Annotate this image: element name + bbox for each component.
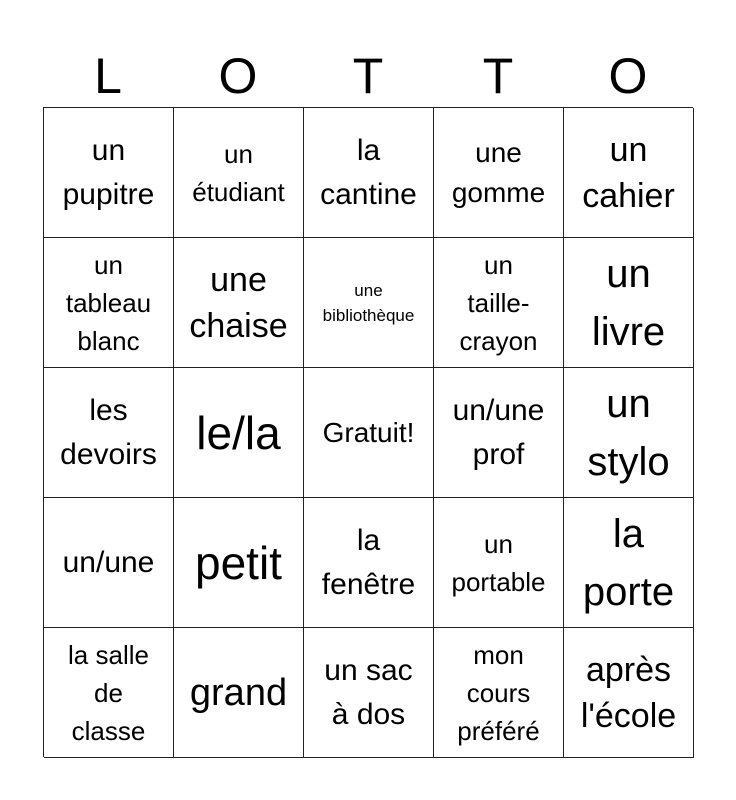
bingo-cell[interactable]: un étudiant <box>174 108 304 238</box>
bingo-cell[interactable]: un tableau blanc <box>44 238 174 368</box>
bingo-cell[interactable]: un livre <box>564 238 694 368</box>
bingo-card-grid <box>43 107 693 757</box>
bingo-header <box>43 46 693 106</box>
bingo-cell[interactable]: un pupitre <box>44 108 174 238</box>
bingo-cell[interactable]: un sac à dos <box>304 628 434 758</box>
bingo-cell[interactable]: une bibliothèque <box>304 238 434 368</box>
bingo-cell[interactable]: la cantine <box>304 108 434 238</box>
bingo-cell[interactable]: la fenêtre <box>304 498 434 628</box>
bingo-cell[interactable]: une chaise <box>174 238 304 368</box>
bingo-cell[interactable]: les devoirs <box>44 368 174 498</box>
header-letter-1: L <box>94 48 122 104</box>
header-letter-2: O <box>218 48 258 104</box>
bingo-cell[interactable]: un portable <box>434 498 564 628</box>
bingo-cell[interactable]: une gomme <box>434 108 564 238</box>
bingo-cell[interactable]: un/une prof <box>434 368 564 498</box>
header-letter-4: T <box>482 48 514 104</box>
bingo-cell[interactable]: la salle de classe <box>44 628 174 758</box>
header-letter-5: O <box>608 48 648 104</box>
bingo-cell[interactable]: après l'école <box>564 628 694 758</box>
bingo-cell[interactable]: un taille- crayon <box>434 238 564 368</box>
header-letter-3: T <box>352 48 384 104</box>
bingo-cell[interactable]: petit <box>174 498 304 628</box>
bingo-cell[interactable]: un stylo <box>564 368 694 498</box>
bingo-cell[interactable]: mon cours préféré <box>434 628 564 758</box>
bingo-cell[interactable]: le/la <box>174 368 304 498</box>
bingo-cell[interactable]: grand <box>174 628 304 758</box>
bingo-cell[interactable]: un/une <box>44 498 174 628</box>
bingo-cell[interactable]: un cahier <box>564 108 694 238</box>
bingo-cell[interactable]: la porte <box>564 498 694 628</box>
bingo-cell[interactable]: Gratuit! <box>304 368 434 498</box>
